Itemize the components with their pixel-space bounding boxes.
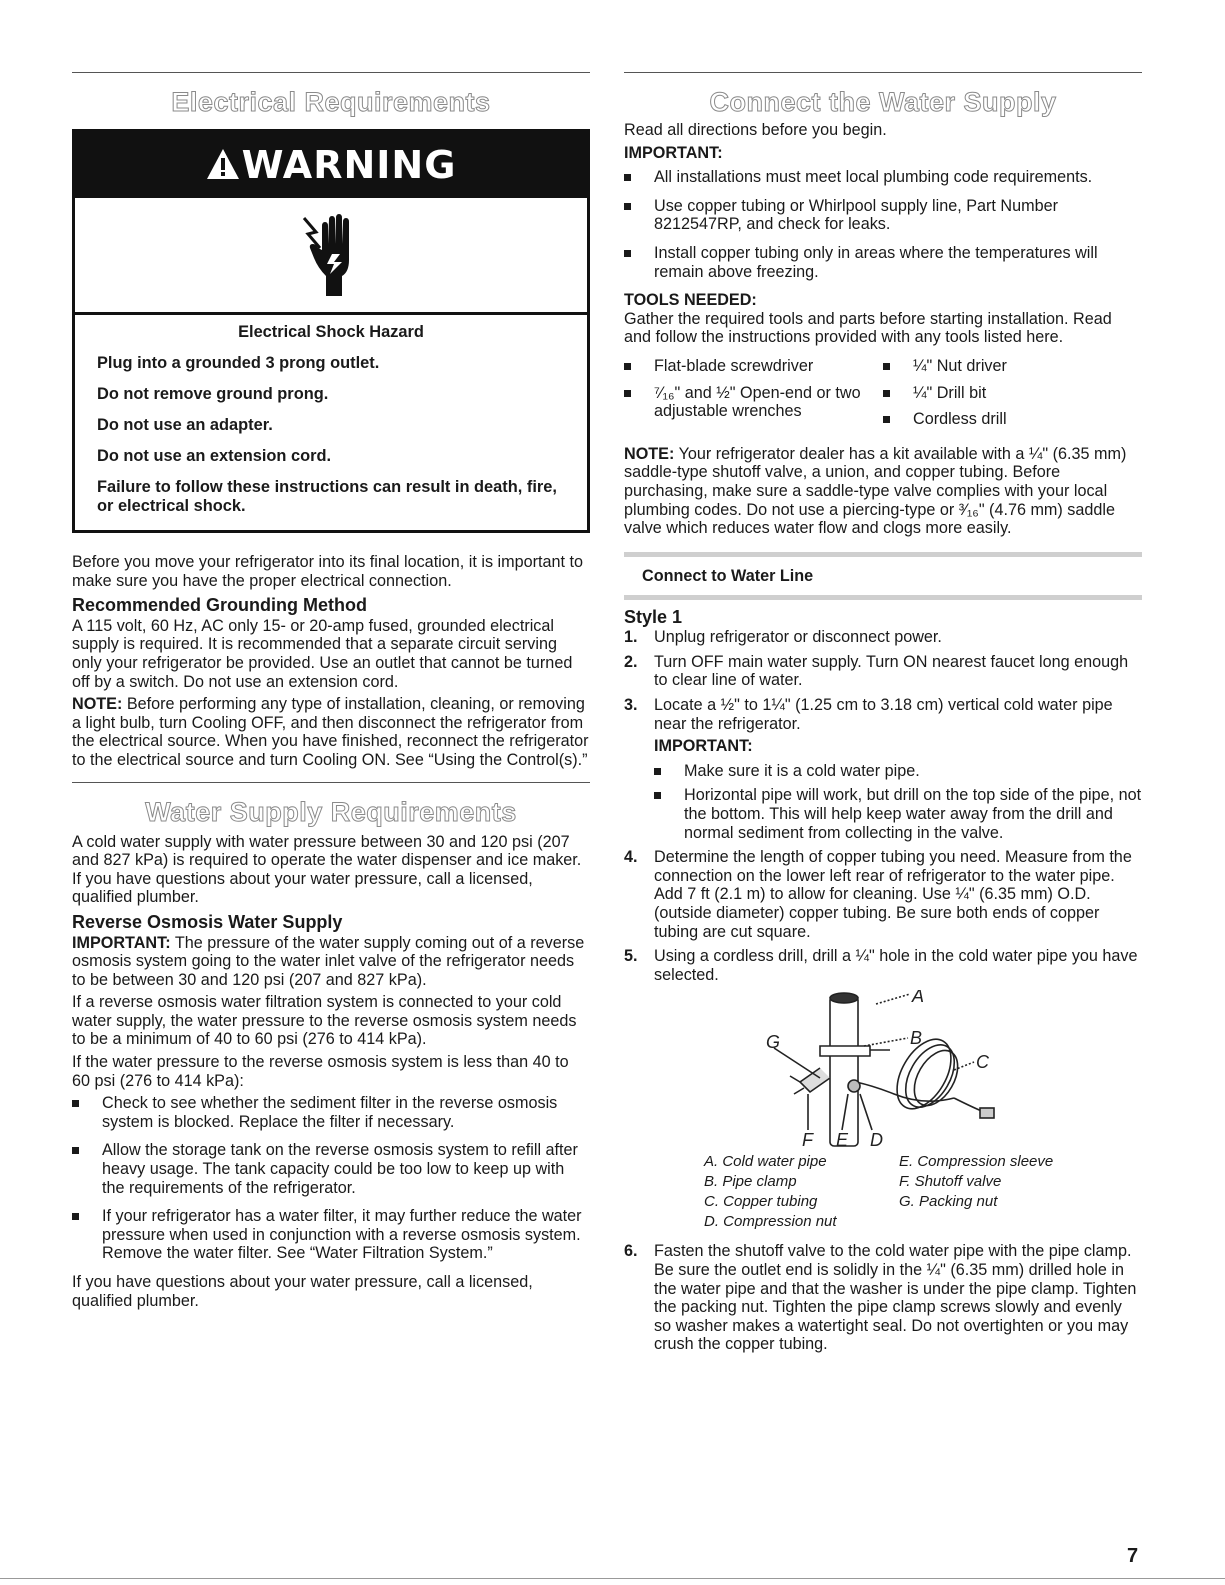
- ro-bullet-3: If your refrigerator has a water filter, it may further reduce the water pressure when used in conjunction with a reverse osmosis system. Remove the water filter. See “Water Filtration System.”: [72, 1207, 590, 1263]
- step-text: Using a cordless drill, drill a ¼" hole in the cold water pipe you have selected.: [654, 947, 1138, 984]
- important-bullet-1: All installations must meet local plumbing code requirements.: [624, 168, 1142, 187]
- note-label-right: NOTE:: [624, 444, 675, 463]
- tools-column-2: [883, 357, 1142, 437]
- important-bullet-3: Install copper tubing only in areas where the temperatures will remain above freezing.: [624, 244, 1142, 281]
- warning-triangle-icon: [206, 147, 240, 181]
- electrical-requirements-title: Electrical Requirements: [171, 87, 491, 117]
- bottom-rule: [0, 1578, 1225, 1579]
- right-column: [624, 72, 1142, 1360]
- dealer-note: [624, 445, 1142, 538]
- top-rule-left: [72, 72, 590, 73]
- section-rule: [72, 782, 590, 783]
- cold-water-pipe: [830, 996, 858, 1146]
- note-text: Before performing any type of installation, cleaning, or removing a light bulb, turn Cooling OFF, and then disconnect the refrigerator from the electrical source. When you have finished, reconnect the refrigerator to the electrical source and turn Cooling ON. See “Using the Control(s).”: [72, 695, 589, 769]
- legend-d: D. Compression nut: [704, 1213, 837, 1231]
- step-text: Unplug refrigerator or disconnect power.: [654, 628, 942, 647]
- tool-item-2: ⁷⁄₁₆" and ½" Open-end or two adjustable wrenches: [624, 384, 884, 421]
- step-1: [624, 628, 1142, 647]
- ro-bullet-2: Allow the storage tank on the reverse osmosis system to refill after heavy usage. The tank capacity could be too low to keep up with the requirements of the refrigerator.: [72, 1141, 590, 1197]
- diagram-legend: [624, 1152, 1142, 1232]
- read-directions: Read all directions before you begin.: [624, 121, 887, 139]
- reverse-osmosis-heading: Reverse Osmosis Water Supply: [72, 911, 343, 932]
- step3-bullets: [654, 762, 1142, 842]
- tools-column-1: [624, 357, 883, 437]
- step-text: Fasten the shutoff valve to the cold water pipe with the pipe clamp. Be sure the outlet end is solidly in the ¼" (6.35 mm) drilled hole in the water pipe and that the washer is under the pipe clamp. Tighten the packing nut. Tighten the pipe clamp screws slowly and evenly so washer makes a watertight seal. Do not overtighten or you may crush the copper tubing.: [654, 1242, 1137, 1354]
- ro-important: [72, 934, 590, 990]
- electrical-intro: Before you move your refrigerator into its final location, it is important to make sure you have the proper electrical connection.: [72, 553, 584, 590]
- steps-list-continued: [624, 1242, 1142, 1354]
- dealer-note-text: Your refrigerator dealer has a kit available with a ¼" (6.35 mm) saddle-type shutoff valve, a union, and copper tubing. Before purchasing, make sure a saddle-type valve complies with your local plumbing codes. Do not use a piercing-type or ³⁄₁₆" (4.76 mm) saddle valve which reduces water flow and clogs more easily.: [624, 444, 1127, 538]
- ro-end: If you have questions about your water pressure, call a licensed, qualified plumber.: [72, 1273, 533, 1310]
- warning-line-5: Failure to follow these instructions can result in death, fire, or electrical shock.: [97, 478, 557, 515]
- label-c: C: [976, 1052, 989, 1073]
- important-list: [624, 168, 1142, 281]
- step-number: 1.: [624, 628, 638, 647]
- step3-bullet-2: Horizontal pipe will work, but drill on the top side of the pipe, not the bottom. This will help keep water away from the drill and normal sediment from collecting in the valve.: [654, 786, 1142, 842]
- step-text: Locate a ½" to 1¼" (1.25 cm to 3.18 cm) vertical cold water pipe near the refrigerator.: [654, 696, 1113, 733]
- page-number: 7: [1127, 1545, 1139, 1567]
- legend-f: F. Shutoff valve: [899, 1173, 1002, 1191]
- important-bullet-2: Use copper tubing or Whirlpool supply line, Part Number 8212547RP, and check for leaks.: [624, 197, 1142, 234]
- label-g: G: [766, 1032, 781, 1053]
- warning-body: [75, 315, 587, 530]
- step-number: 6.: [624, 1242, 638, 1261]
- label-b: B: [910, 1028, 923, 1049]
- legend-column-2: [899, 1152, 1094, 1232]
- step-number: 2.: [624, 652, 638, 671]
- compression-nut: [848, 1080, 860, 1092]
- ro-paragraph-3: If the water pressure to the reverse osmosis system is less than 40 to 60 psi (276 to 414 kPa):: [72, 1053, 569, 1090]
- ro-important-text: The pressure of the water supply coming out of a reverse osmosis system going to the water inlet valve of the refrigerator needs to be between 30 and 120 psi (207 and 827 kPa).: [72, 933, 585, 989]
- legend-column-1: [704, 1152, 899, 1232]
- step-5: [624, 947, 1142, 984]
- water-supply-requirements-title: Water Supply Requirements: [145, 796, 517, 827]
- grounding-text: A 115 volt, 60 Hz, AC only 15- or 20-amp fused, grounded electrical supply is required. It is recommended that a separate circuit serving only your refrigerator be provided. Use an outlet that cannot be turned off by a switch. Do not use an extension cord.: [72, 616, 573, 691]
- shutoff-valve: [800, 1068, 830, 1092]
- label-a: A: [912, 990, 925, 1007]
- warning-header: [75, 132, 587, 198]
- legend-c: C. Copper tubing: [704, 1193, 818, 1211]
- step-2: [624, 653, 1142, 690]
- grounding-heading: Recommended Grounding Method: [72, 595, 367, 616]
- hazard-title: Electrical Shock Hazard: [238, 323, 424, 341]
- legend-g: G. Packing nut: [899, 1193, 998, 1211]
- warning-line-3: Do not use an adapter.: [97, 416, 273, 434]
- step3-important: IMPORTANT:: [654, 737, 753, 756]
- important-heading: IMPORTANT:: [624, 143, 723, 162]
- pipe-clamp: [820, 1046, 870, 1056]
- tool-item-4: ¼" Drill bit: [883, 384, 1142, 403]
- water-supply-text: A cold water supply with water pressure between 30 and 120 psi (207 and 827 kPa) is required to operate the water dispenser and ice maker. If you have questions about your water pressure, call a licensed, qualified plumber.: [72, 832, 582, 907]
- style-heading: Style 1: [624, 606, 683, 627]
- important-label: IMPORTANT:: [72, 933, 171, 952]
- legend-b: B. Pipe clamp: [704, 1173, 797, 1191]
- steps-list: [624, 628, 1142, 984]
- label-e: E: [836, 1130, 849, 1151]
- warning-line-1: Plug into a grounded 3 prong outlet.: [97, 354, 380, 372]
- step-6: [624, 1242, 1142, 1354]
- step-3: [624, 696, 1142, 842]
- tool-item-1: Flat-blade screwdriver: [624, 357, 883, 376]
- warning-label: WARNING: [241, 143, 457, 187]
- legend-e: E. Compression sleeve: [899, 1153, 1054, 1171]
- tools-list: [624, 355, 1142, 441]
- electrical-note: [72, 695, 590, 769]
- step-text: Determine the length of copper tubing you need. Measure from the connection on the lower left rear of refrigerator to the water pipe. Add 7 ft (2.1 m) to allow for cleaning. Use ¼" (6.35 mm) O.D. (outside diameter) copper tubing. Be sure both ends of copper tubing are cut square.: [654, 848, 1132, 941]
- left-column: [72, 72, 590, 1314]
- label-d: D: [870, 1130, 883, 1151]
- step-number: 4.: [624, 848, 638, 867]
- top-rule-right: [624, 72, 1142, 73]
- step-4: [624, 848, 1142, 941]
- shock-hazard-area: [75, 198, 587, 315]
- ro-bullet-1: Check to see whether the sediment filter in the reverse osmosis system is blocked. Replace the filter if necessary.: [72, 1094, 590, 1131]
- compression-nut-end: [980, 1108, 994, 1118]
- warning-line-2: Do not remove ground prong.: [97, 385, 329, 403]
- step-number: 3.: [624, 696, 638, 715]
- ro-paragraph-2: If a reverse osmosis water filtration system is connected to your cold water supply, the water pressure to the reverse osmosis system needs to be a minimum of 40 to 60 psi (276 to 414 kPa).: [72, 993, 577, 1049]
- water-pipe-diagram: [624, 990, 1142, 1150]
- warning-box: [72, 129, 590, 533]
- step-number: 5.: [624, 947, 638, 966]
- label-f: F: [802, 1130, 813, 1151]
- step3-bullet-1: Make sure it is a cold water pipe.: [654, 762, 1142, 781]
- tool-item-3: ¼" Nut driver: [883, 357, 1142, 376]
- step-text: Turn OFF main water supply. Turn ON nearest faucet long enough to clear line of water.: [654, 652, 1129, 690]
- tools-heading: TOOLS NEEDED:: [624, 291, 757, 310]
- electrical-shock-hand-icon: [296, 210, 366, 300]
- legend-a: A. Cold water pipe: [704, 1153, 827, 1171]
- warning-line-4: Do not use an extension cord.: [97, 447, 332, 465]
- ro-bullet-list: [72, 1094, 590, 1263]
- connect-water-line-bar: Connect to Water Line: [624, 552, 1142, 600]
- connect-water-supply-title: Connect the Water Supply: [709, 87, 1057, 117]
- tools-text: Gather the required tools and parts before starting installation. Read and follow the instructions provided with any tools listed here.: [624, 309, 1112, 347]
- note-label: NOTE:: [72, 695, 123, 714]
- tool-item-5: Cordless drill: [883, 410, 1142, 429]
